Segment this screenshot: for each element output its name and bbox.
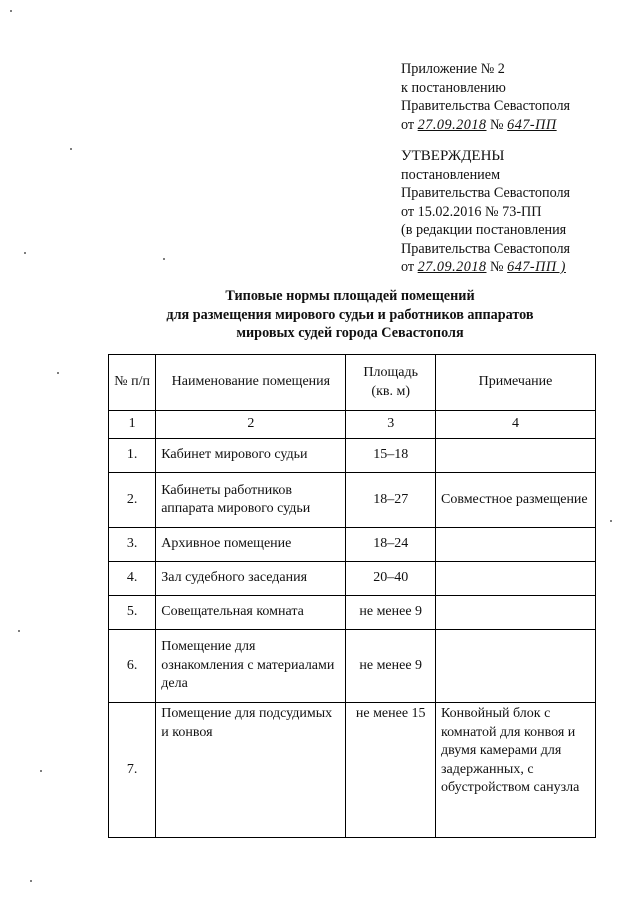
- scan-speck: [18, 630, 20, 632]
- approved-block: [401, 147, 570, 277]
- table-row: [109, 703, 596, 838]
- row-area: 15–18: [346, 439, 436, 473]
- scan-speck: [40, 770, 42, 772]
- approved-line: от 15.02.2016 № 73-ПП: [401, 203, 542, 220]
- column-number: 4: [435, 411, 595, 439]
- title-line: Типовые нормы площадей помещений: [225, 288, 475, 304]
- header-note: Примечание: [435, 355, 595, 411]
- appendix-line: к постановлению: [401, 79, 506, 96]
- row-num: 3.: [109, 528, 156, 562]
- date-prefix: от: [401, 259, 415, 275]
- row-num: 7.: [109, 703, 156, 838]
- row-note: [435, 596, 595, 630]
- date-prefix: от: [401, 116, 415, 133]
- row-num: 1.: [109, 439, 156, 473]
- approved-line: постановлением: [401, 166, 501, 183]
- row-note: [435, 562, 595, 596]
- approved-line: Правительства Севастополя: [401, 185, 571, 201]
- row-note: [435, 630, 595, 703]
- row-name: Кабинеты работников аппарата мирового судьи: [156, 473, 346, 528]
- row-area: 18–24: [346, 528, 436, 562]
- scan-speck: [57, 372, 59, 374]
- row-num: 5.: [109, 596, 156, 630]
- handwritten-date: 27.09.2018: [417, 116, 487, 133]
- table-row: [109, 562, 596, 596]
- handwritten-number: 647-ПП: [507, 116, 557, 133]
- row-name: Кабинет мирового судьи: [156, 439, 346, 473]
- handwritten-date: 27.09.2018: [417, 259, 487, 275]
- table-row: [109, 439, 596, 473]
- table-row: [109, 528, 596, 562]
- approved-heading: УТВЕРЖДЕНЫ: [401, 148, 505, 164]
- header-num: № п/п: [109, 355, 156, 411]
- row-name: Совещательная комната: [156, 596, 346, 630]
- header-name: Наименование помещения: [156, 355, 346, 411]
- row-area: 18–27: [346, 473, 436, 528]
- approved-line: (в редакции постановления: [401, 222, 567, 238]
- appendix-title: Приложение № 2: [401, 61, 505, 77]
- row-name: Помещение для ознакомления с материалами дела: [156, 630, 346, 703]
- row-note: [435, 528, 595, 562]
- scan-speck: [610, 520, 612, 522]
- title-line: для размещения мирового судьи и работников аппаратов: [166, 306, 534, 323]
- table-row: [109, 596, 596, 630]
- table-header-row: [109, 355, 596, 411]
- handwritten-number: 647-ПП ): [507, 259, 566, 275]
- header-area: Площадь (кв. м): [346, 355, 436, 411]
- table-row: [109, 473, 596, 528]
- column-number: 3: [346, 411, 436, 439]
- norms-table: [108, 354, 596, 838]
- row-num: 2.: [109, 473, 156, 528]
- row-name: Зал судебного заседания: [156, 562, 346, 596]
- row-note: Совместное размещение: [435, 473, 595, 528]
- row-area: 20–40: [346, 562, 436, 596]
- number-sign: №: [490, 116, 504, 133]
- appendix-block: [401, 60, 570, 134]
- column-number: 2: [156, 411, 346, 439]
- row-area: не менее 9: [346, 630, 436, 703]
- table-row: [109, 630, 596, 703]
- approved-line: Правительства Севастополя: [401, 240, 571, 257]
- appendix-date-line: [401, 116, 570, 135]
- scan-speck: [70, 148, 72, 150]
- row-note: [435, 439, 595, 473]
- appendix-line: Правительства Севастополя: [401, 98, 571, 114]
- row-num: 4.: [109, 562, 156, 596]
- document-title: [100, 287, 600, 343]
- approved-date-line: [401, 258, 570, 277]
- row-name: Архивное помещение: [156, 528, 346, 562]
- scan-speck: [30, 880, 32, 882]
- scan-speck: [24, 252, 26, 254]
- column-number-row: [109, 411, 596, 439]
- row-area: не менее 15: [346, 703, 436, 838]
- column-number: 1: [109, 411, 156, 439]
- row-area: не менее 9: [346, 596, 436, 630]
- row-name: Помещение для подсудимых и конвоя: [156, 703, 346, 838]
- scan-speck: [10, 10, 12, 12]
- scan-speck: [163, 258, 165, 260]
- title-line: мировых судей города Севастополя: [236, 325, 464, 341]
- row-num: 6.: [109, 630, 156, 703]
- row-note: Конвойный блок с комнатой для конвоя и двумя камерами для задержанных, с обустройством санузла: [435, 703, 595, 838]
- number-sign: №: [490, 259, 504, 275]
